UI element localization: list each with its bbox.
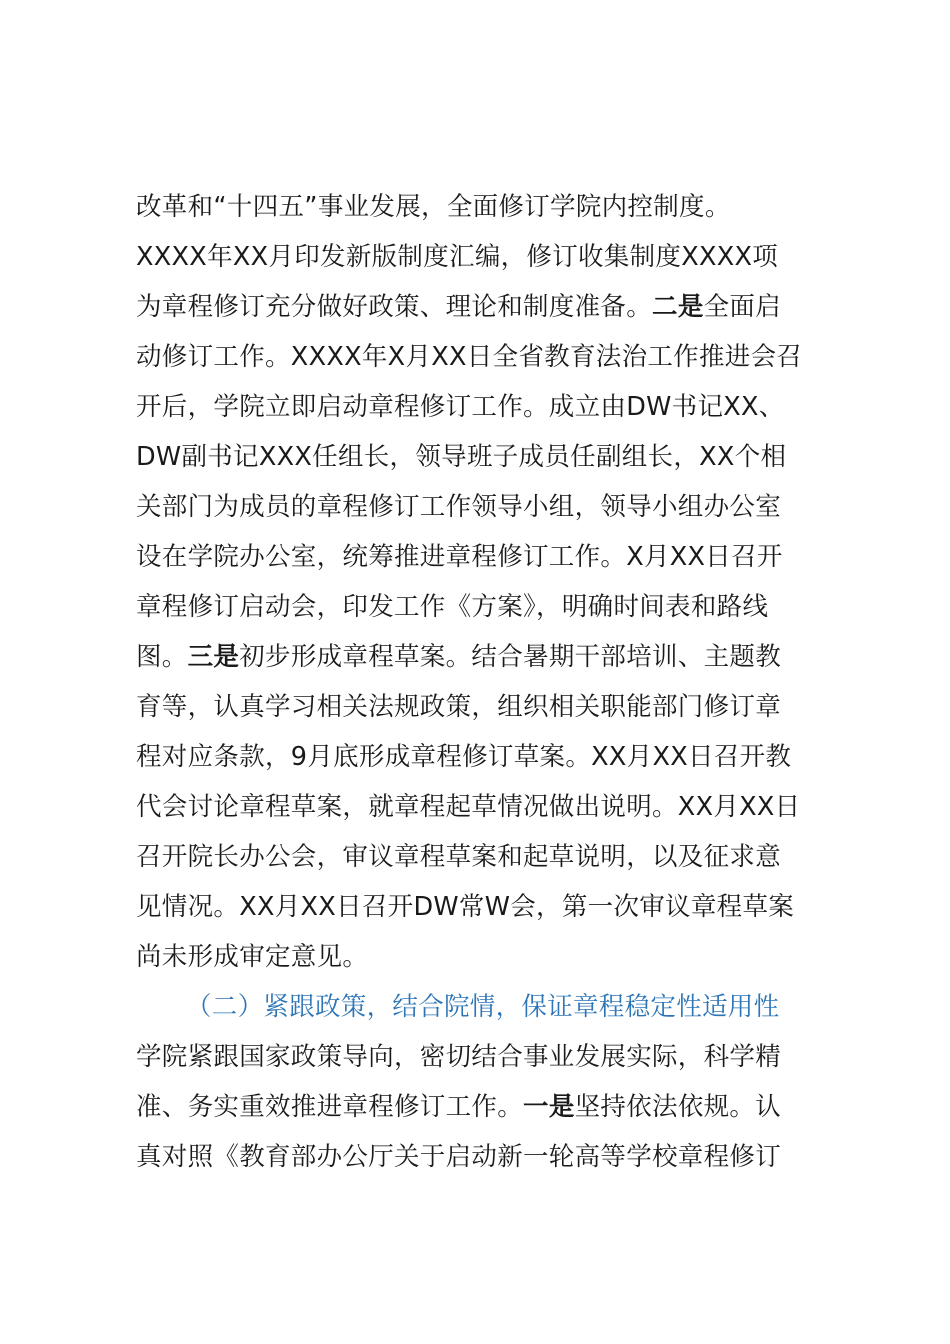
text-line: XXXX年XX月印发新版制度汇编，修订收集制度XXXX项: [136, 242, 779, 272]
text-run: 初步形成章程草案。结合暑期干部培训、主题教: [239, 642, 782, 672]
emphasis-marker: 二是: [652, 292, 704, 322]
text-line: 见情况。XX月XX日召开DW常W会，第一次审议章程草案: [136, 892, 795, 922]
text-run: 全面启: [703, 292, 782, 322]
emphasis-marker: 三是: [187, 642, 240, 672]
text-line: 程对应条款，9月底形成章程修订草案。XX月XX日召开教: [136, 742, 792, 772]
body-text: [136, 182, 856, 1182]
text-line: 开后，学院立即启动章程修订工作。成立由DW书记XX、: [136, 392, 785, 422]
text-run: 坚持依法依规。认: [574, 1092, 782, 1122]
text-run: 准、务实重效推进章程修订工作。: [136, 1092, 524, 1122]
text-line: [136, 282, 856, 332]
text-line: 尚未形成审定意见。: [136, 942, 369, 972]
text-line: [136, 632, 856, 682]
text-run: 图。: [136, 642, 188, 672]
text-line: 育等，认真学习相关法规政策，组织相关职能部门修订章: [136, 692, 782, 722]
text-line: 代会讨论章程草案，就章程起草情况做出说明。XX月XX日: [136, 792, 801, 822]
text-line: [136, 1082, 856, 1132]
section-heading: （二）紧跟政策，结合院情，保证章程稳定性适用性: [186, 992, 780, 1022]
emphasis-marker: 一是: [523, 1092, 575, 1122]
text-line: 改革和“十四五”事业发展，全面修订学院内控制度。: [136, 192, 731, 222]
text-line: 章程修订启动会，印发工作《方案》，明确时间表和路线: [136, 592, 769, 622]
text-line: 学院紧跟国家政策导向，密切结合事业发展实际，科学精: [136, 1042, 782, 1072]
text-line: 真对照《教育部办公厅关于启动新一轮高等学校章程修订: [136, 1142, 782, 1172]
text-line: 设在学院办公室，统筹推进章程修订工作。X月XX日召开: [136, 542, 783, 572]
text-line: 动修订工作。XXXX年X月XX日全省教育法治工作推进会召: [136, 342, 803, 372]
text-run: 为章程修订充分做好政策、理论和制度准备。: [136, 292, 653, 322]
text-line: 关部门为成员的章程修订工作领导小组，领导小组办公室: [136, 492, 782, 522]
text-line: DW副书记XXX任组长，领导班子成员任副组长，XX个相: [136, 442, 787, 472]
text-line: 召开院长办公会，审议章程草案和起草说明，以及征求意: [136, 842, 782, 872]
